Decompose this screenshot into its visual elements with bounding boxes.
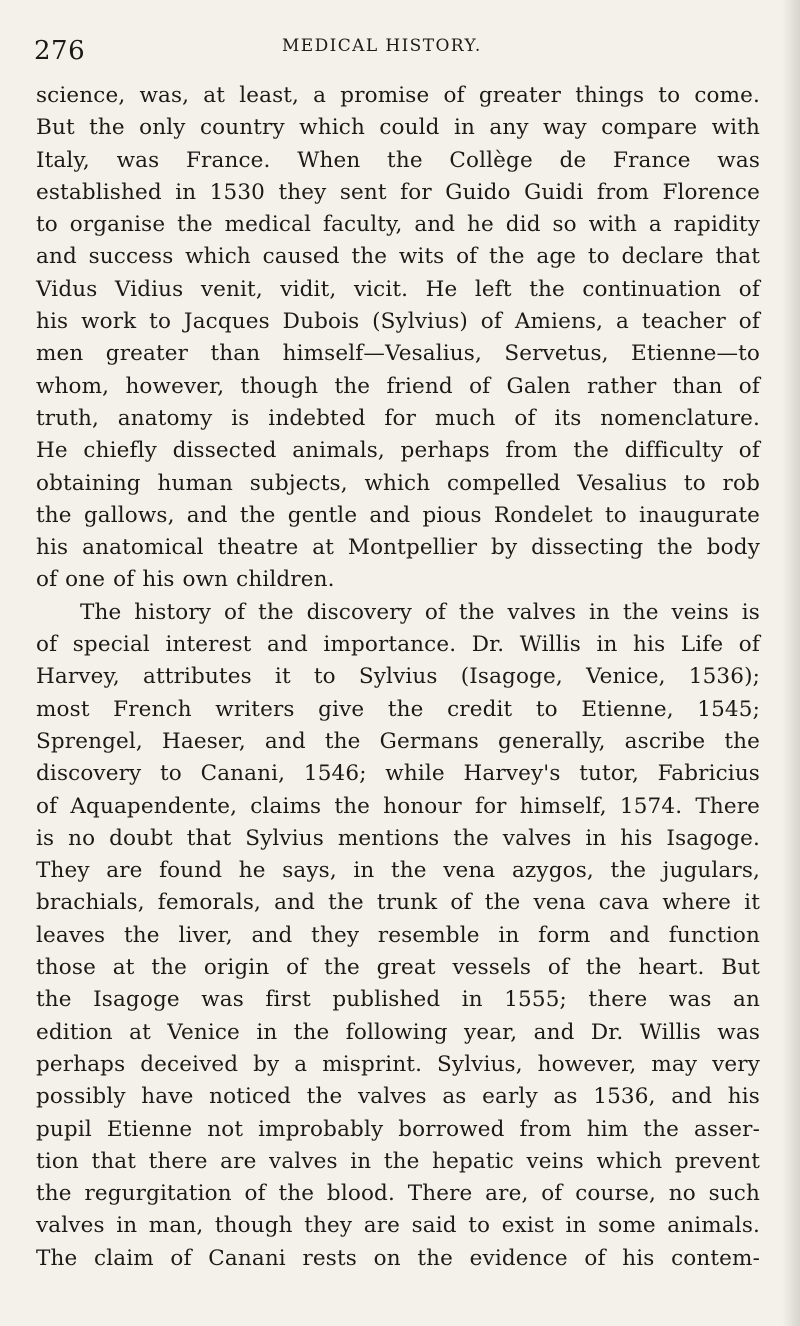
text-line: possibly have noticed the valves as early as 1536, and his [36, 1084, 760, 1110]
text-line: to organise the medical faculty, and he did so with a rapidity [36, 212, 760, 238]
paragraph-2 [36, 597, 760, 1275]
paragraph-1 [36, 80, 760, 597]
text-line: the regurgitation of the blood. There are, of course, no such [36, 1181, 760, 1207]
text-line: science, was, at least, a promise of greater things to come. [36, 83, 760, 108]
text-line: Vidus Vidius venit, vidit, vicit. He left the continuation of [36, 276, 760, 302]
text-line: pupil Etienne not improbably borrowed from him the asser- [36, 1116, 760, 1142]
text-line: edition at Venice in the following year, and Dr. Willis was [36, 1019, 760, 1045]
text-line: discovery to Canani, 1546; while Harvey's tutor, Fabricius [36, 761, 760, 787]
running-head: MEDICAL HISTORY. [282, 36, 482, 56]
text-line: his anatomical theatre at Montpellier by dissecting the body [36, 535, 760, 561]
text-line: and success which caused the wits of the age to declare that [36, 244, 760, 270]
text-line: the gallows, and the gentle and pious Rondelet to inaugurate [36, 502, 760, 528]
text-line: The claim of Canani rests on the evidence of his contem- [36, 1245, 760, 1271]
page-number: 276 [34, 36, 86, 66]
text-line: those at the origin of the great vessels of the heart. But [36, 955, 760, 981]
text-line: of special interest and importance. Dr. Willis in his Life of [36, 632, 760, 658]
text-line: established in 1530 they sent for Guido Guidi from Florence [36, 179, 760, 205]
text-line: valves in man, though they are said to exist in some animals. [36, 1213, 760, 1239]
text-line: of one of his own children. [36, 567, 335, 593]
text-line: He chiefly dissected animals, perhaps from the difficulty of [36, 438, 760, 464]
text-line: tion that there are valves in the hepatic veins which prevent [36, 1148, 760, 1174]
text-line: his work to Jacques Dubois (Sylvius) of Amiens, a teacher of [36, 309, 760, 335]
body-text [36, 80, 760, 1275]
text-line: obtaining human subjects, which compelled Vesalius to rob [36, 470, 760, 496]
text-line: is no doubt that Sylvius mentions the valves in his Isagoge. [36, 825, 760, 851]
text-line: truth, anatomy is indebted for much of its nomenclature. [36, 405, 760, 431]
text-line: Sprengel, Haeser, and the Germans generally, ascribe the [36, 728, 760, 754]
text-line: most French writers give the credit to Etienne, 1545; [36, 696, 760, 722]
text-line: The history of the discovery of the valves in the veins is [80, 599, 760, 625]
text-line: brachials, femorals, and the trunk of the vena cava where it [36, 890, 760, 916]
text-line: whom, however, though the friend of Galen rather than of [36, 373, 760, 399]
text-line: of Aquapendente, claims the honour for himself, 1574. There [36, 793, 760, 819]
text-line: men greater than himself—Vesalius, Servetus, Etienne—to [36, 341, 760, 367]
text-line: They are found he says, in the vena azygos, the jugulars, [36, 858, 760, 884]
text-line: Italy, was France. When the Collège de France was [36, 147, 760, 173]
text-line: perhaps deceived by a misprint. Sylvius, however, may very [36, 1051, 760, 1077]
text-line: Harvey, attributes it to Sylvius (Isagoge, Venice, 1536); [36, 664, 760, 690]
page-header [34, 26, 756, 66]
text-line: leaves the liver, and they resemble in form and function [36, 922, 760, 948]
text-line: the Isagoge was first published in 1555; there was an [36, 987, 760, 1013]
text-line: But the only country which could in any way compare with [36, 115, 760, 141]
